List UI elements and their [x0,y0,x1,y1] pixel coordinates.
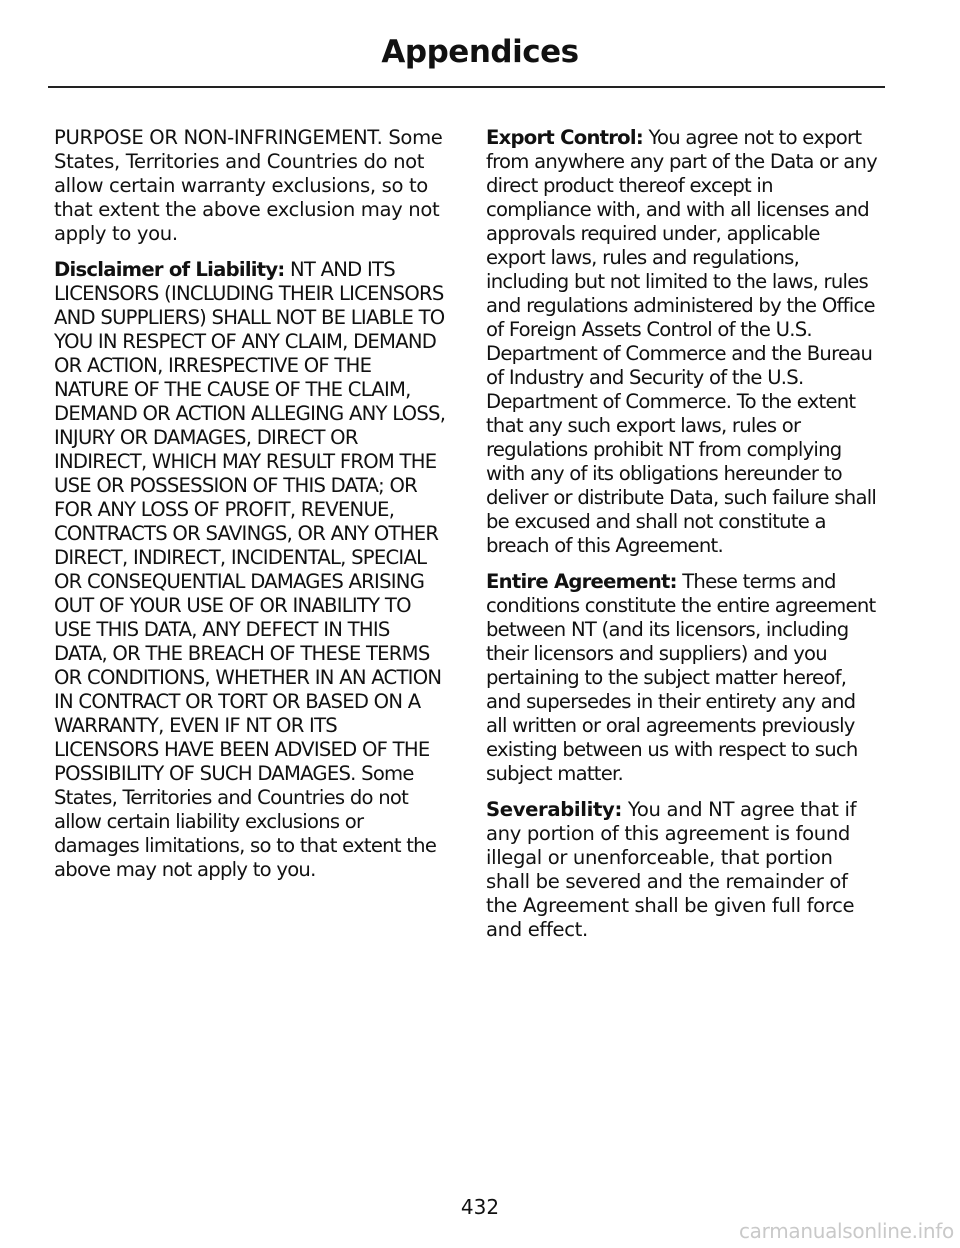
paragraph-purpose [54,126,446,246]
paragraph-export-control [486,126,878,558]
header-divider [48,86,885,88]
paragraph-text: NT AND ITS LICENSORS (INCLUDING THEIR LICENSORS AND SUPPLIERS) SHALL NOT BE LIABLE TO YOU IN RESPECT OF ANY CLAIM, DEMAND OR ACTION, IRRESPECTIVE OF THE NATURE OF THE CAUSE OF THE CLAIM, DEMAND OR ACTION ALLEGING ANY LOSS, INJURY OR DAMAGES, DIRECT OR INDIRECT, WHICH MAY RESULT FROM THE USE OR POSSESSION OF THIS DATA; OR FOR ANY LOSS OF PROFIT, REVENUE, CONTRACTS OR SAVINGS, OR ANY OTHER DIRECT, INDIRECT, INCIDENTAL, SPECIAL OR CONSEQUENTIAL DAMAGES ARISING OUT OF YOUR USE OF OR INABILITY TO USE THIS DATA, ANY DEFECT IN THIS DATA, OR THE BREACH OF THESE TERMS OR CONDITIONS, WHETHER IN AN ACTION IN CONTRACT OR TORT OR BASED ON A WARRANTY, EVEN IF NT OR ITS LICENSORS HAVE BEEN ADVISED OF THE POSSIBILITY OF SUCH DAMAGES. Some States, Territories and Countries do not allow certain liability exclusions or damages limitations, so to that extent the above may not apply to you. [54,258,446,881]
section-term-disclaimer: Disclaimer of Liability: [54,258,285,281]
section-term-export-control: Export Control: [486,126,643,149]
left-column [54,126,446,894]
section-term-severability: Severability: [486,798,622,821]
right-column [486,126,878,954]
watermark: carmanualsonline.info [738,1219,954,1243]
paragraph-text: You agree not to export from anywhere any part of the Data or any direct product thereof except in compliance with, and with all licenses and approvals required under, applicable export laws, rules and regulations, including but not limited to the laws, rules and regulations administered by the Office of Foreign Assets Control of the U.S. Department of Commerce and the Bureau of Industry and Security of the U.S. Department of Commerce. To the extent that any such export laws, rules or regulations prohibit NT from complying with any of its obligations hereunder to deliver or distribute Data, such failure shall be excused and shall not constitute a breach of this Agreement. [486,126,877,557]
paragraph-text: PURPOSE OR NON-INFRINGEMENT. Some States, Territories and Countries do not allow certain warranty exclusions, so to that extent the above exclusion may not apply to you. [54,126,443,245]
page-number: 432 [460,1195,500,1219]
paragraph-text: These terms and conditions constitute the entire agreement between NT (and its licensors, including their licensors and suppliers) and you pertaining to the subject matter hereof, and supersedes in their entirety any and all written or oral agreements previously existing between us with respect to such subject matter. [486,570,876,785]
paragraph-severability [486,798,878,942]
paragraph-text: You and NT agree that if any portion of this agreement is found illegal or unenforceable, that portion shall be severed and the remainder of the Agreement shall be given full force and effect. [486,798,857,941]
section-term-entire-agreement: Entire Agreement: [486,570,677,593]
paragraph-entire-agreement [486,570,878,786]
paragraph-disclaimer-of-liability [54,258,446,882]
page-title: Appendices [381,34,579,70]
